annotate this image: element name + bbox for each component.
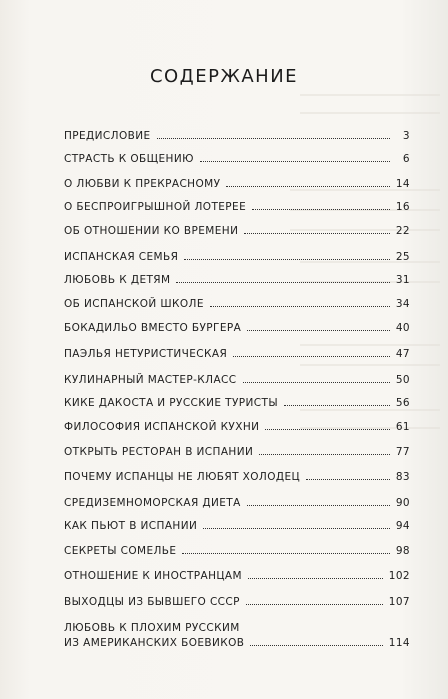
toc-page-number: 83 [395,471,410,483]
toc-entry [64,497,410,509]
toc-page-number: 90 [395,497,410,509]
toc-entry [64,251,410,263]
dot-leader [200,160,390,162]
toc-entry-title: ПОЧЕМУ ИСПАНЦЫ НЕ ЛЮБЯТ ХОЛОДЕЦ [64,471,301,483]
toc-entry [64,201,410,213]
toc-entry-title: СЕКРЕТЫ СОМЕЛЬЕ [64,545,177,557]
toc-page-number: 3 [402,130,410,142]
toc-page-number: 50 [395,374,410,386]
toc-entry-title: ФИЛОСОФИЯ ИСПАНСКОЙ КУХНИ [64,421,260,433]
toc-page-number: 16 [395,201,410,213]
dot-leader [306,478,390,480]
dot-leader [244,232,390,234]
toc-page-number: 107 [388,596,410,608]
toc-entry-title: ИСПАНСКАЯ СЕМЬЯ [64,251,179,263]
toc-page-number: 114 [388,637,410,649]
toc-entry [64,153,410,165]
dot-leader [252,208,390,210]
toc-page-number: 61 [395,421,410,433]
toc-page-number: 25 [395,251,410,263]
toc-entry [64,471,410,483]
page-title: СОДЕРЖАНИЕ [149,66,299,87]
dot-leader [247,504,390,506]
toc-entry-title: ОТНОШЕНИЕ К ИНОСТРАНЦАМ [64,570,242,582]
toc-page-number: 47 [395,348,410,360]
dot-leader [203,527,390,529]
toc-page-number: 56 [395,397,410,409]
toc-entry [64,397,410,409]
dot-leader [233,355,390,357]
dot-leader [247,329,390,331]
toc-page-number: 40 [395,322,410,334]
toc-page-number: 77 [395,446,410,458]
toc-entry [64,596,410,608]
toc-entry [64,446,410,458]
toc-entry-title: ОТКРЫТЬ РЕСТОРАН В ИСПАНИИ [64,446,254,458]
toc-entry-title: ЛЮБОВЬ К ДЕТЯМ [64,274,171,286]
toc-entry-title: О ЛЮБВИ К ПРЕКРАСНОМУ [64,178,221,190]
dot-leader [246,603,383,605]
toc-entry [64,621,410,649]
toc-entry [64,374,410,386]
dot-leader [250,644,382,646]
dot-leader [157,137,390,139]
dot-leader [210,305,390,307]
dot-leader [243,381,390,383]
table-of-contents [64,0,410,699]
toc-page-number: 94 [395,520,410,532]
toc-entry [64,178,410,190]
toc-entry-title: КУЛИНАРНЫЙ МАСТЕР-КЛАСС [64,374,237,386]
toc-entry [64,545,410,557]
toc-entry-title: СРЕДИЗЕМНОМОРСКАЯ ДИЕТА [64,497,241,509]
toc-entry-title: ПРЕДИСЛОВИЕ [64,130,151,142]
toc-entry [64,225,410,237]
toc-entry-title-continued: ИЗ АМЕРИКАНСКИХ БОЕВИКОВ [64,637,245,649]
toc-entry-title: СТРАСТЬ К ОБЩЕНИЮ [64,153,194,165]
toc-entry-title: БОКАДИЛЬО ВМЕСТО БУРГЕРА [64,322,242,334]
toc-entry-title: ОБ ИСПАНСКОЙ ШКОЛЕ [64,298,204,310]
toc-entry [64,348,410,360]
dot-leader [248,577,383,579]
dot-leader [226,185,389,187]
toc-entry-title: ПАЭЛЬЯ НЕТУРИСТИЧЕСКАЯ [64,348,228,360]
toc-entry-title: КИКЕ ДАКОСТА И РУССКИЕ ТУРИСТЫ [64,397,278,409]
toc-entry [64,520,410,532]
toc-entry [64,322,410,334]
toc-entry-title: ЛЮБОВЬ К ПЛОХИМ РУССКИМ [64,622,240,634]
toc-entry-title: КАК ПЬЮТ В ИСПАНИИ [64,520,198,532]
toc-entry [64,274,410,286]
dot-leader [284,404,390,406]
toc-entry-title: ВЫХОДЦЫ ИЗ БЫВШЕГО СССР [64,596,240,608]
toc-entry [64,570,410,582]
dot-leader [259,453,390,455]
toc-page-number: 34 [395,298,410,310]
dot-leader [265,428,389,430]
toc-entry [64,421,410,433]
toc-page-number: 22 [395,225,410,237]
toc-page-number: 31 [395,274,410,286]
toc-entry-title: ОБ ОТНОШЕНИИ КО ВРЕМЕНИ [64,225,239,237]
toc-page-number: 6 [402,153,410,165]
toc-entry [64,130,410,142]
dot-leader [182,552,389,554]
toc-page-number: 98 [395,545,410,557]
dot-leader [176,281,389,283]
dot-leader [184,258,390,260]
toc-entry [64,298,410,310]
toc-entry-title: О БЕСПРОИГРЫШНОЙ ЛОТЕРЕЕ [64,201,247,213]
toc-page-number: 102 [388,570,410,582]
toc-page-number: 14 [395,178,410,190]
